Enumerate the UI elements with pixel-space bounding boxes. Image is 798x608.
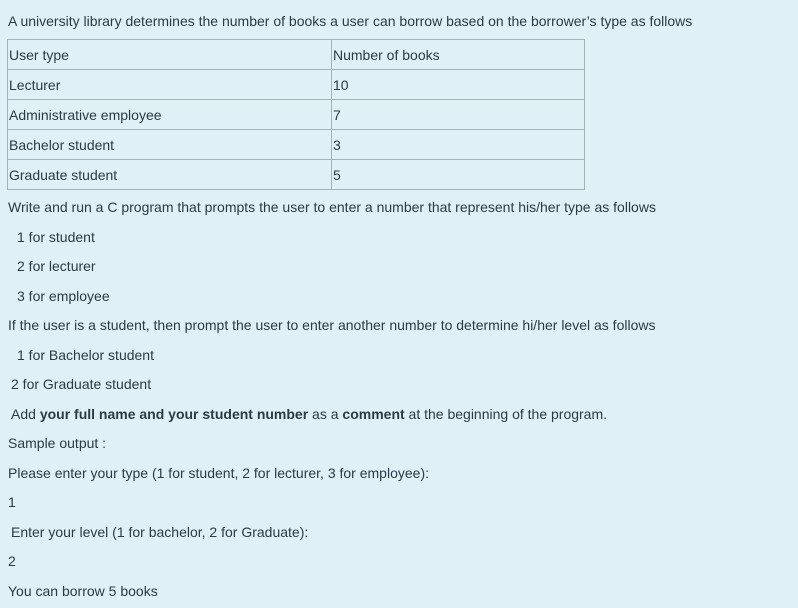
add-note-bold-name: your full name and your student number (39, 406, 309, 422)
table-row (8, 100, 585, 130)
sample-result: You can borrow 5 books (8, 583, 158, 599)
table-row (8, 130, 585, 160)
cell-user-type: Graduate student (8, 160, 332, 190)
table-row (8, 70, 585, 100)
books-table (7, 39, 585, 190)
type-option: 1 for student (17, 229, 95, 245)
intro-text: A university library determines the number of books a user can borrow based on the borrower’s type as follows (8, 13, 693, 29)
sample-prompt-type: Please enter your type (1 for student, 2 for lecturer, 3 for employee): (8, 465, 429, 481)
sample-input-type: 1 (8, 494, 16, 510)
cell-user-type: Bachelor student (8, 130, 332, 160)
header-user-type: User type (8, 40, 332, 70)
add-note-pre: Add (11, 406, 40, 422)
sample-prompt-level: Enter your level (1 for bachelor, 2 for Graduate): (11, 524, 309, 540)
add-note-bold-comment: comment (342, 406, 405, 422)
task-text: Write and run a C program that prompts the user to enter a number that represent his/her type as follows (8, 199, 656, 215)
cell-number-of-books: 7 (332, 100, 585, 130)
cell-user-type: Lecturer (8, 70, 332, 100)
add-note-mid: as a (308, 406, 343, 422)
level-option: 1 for Bachelor student (17, 347, 154, 363)
table-row (8, 160, 585, 190)
cell-number-of-books: 3 (332, 130, 585, 160)
cell-user-type: Administrative employee (8, 100, 332, 130)
add-note (11, 405, 607, 423)
type-option: 2 for lecturer (17, 258, 96, 274)
level-prompt-text: If the user is a student, then prompt the user to enter another number to determine hi/her level as follows (8, 317, 656, 333)
sample-input-level: 2 (8, 553, 16, 569)
header-number-of-books: Number of books (332, 40, 585, 70)
type-option: 3 for employee (17, 288, 110, 304)
cell-number-of-books: 5 (332, 160, 585, 190)
add-note-post: at the beginning of the program. (404, 406, 608, 422)
cell-number-of-books: 10 (332, 70, 585, 100)
level-option: 2 for Graduate student (11, 376, 152, 392)
table-header-row (8, 40, 585, 70)
sample-heading: Sample output : (8, 435, 107, 451)
